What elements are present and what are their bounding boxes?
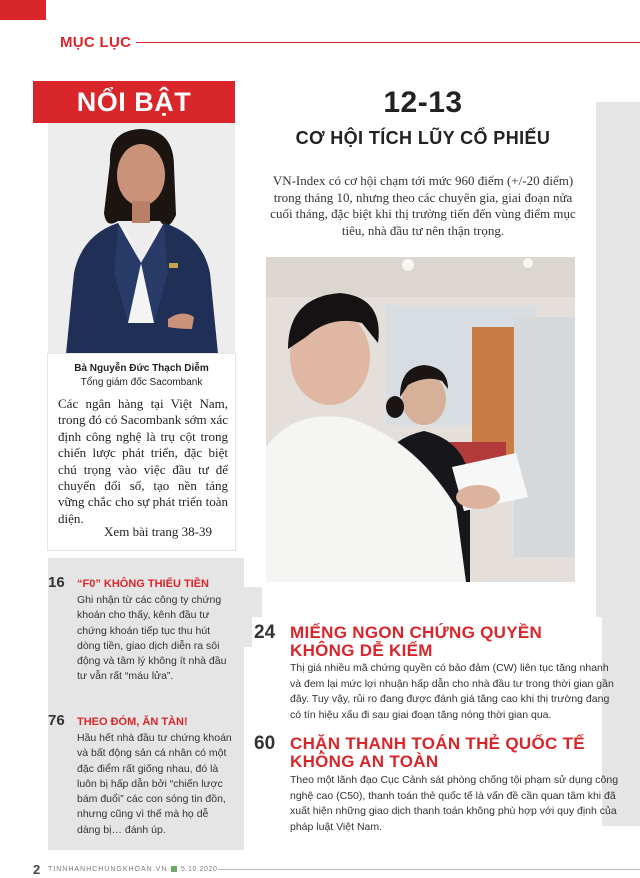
left-item-summary: Hầu hết nhà đầu tư chứng khoán và bất động sản cá nhân có một đặc điểm rất giống nhau, đó là luôn bị hấp dẫn bởi “chiến lược bám đuổi” các con sóng tin đồn, nhưng cũng vì thế mà họ dễ dàng bị… đánh úp. bbox=[77, 732, 232, 836]
bottom-item-title[interactable]: CHẶN THANH TOÁN THẺ QUỐC TẾ KHÔNG AN TOÀN bbox=[290, 734, 585, 771]
bottom-item-summary: Thị giá nhiều mã chứng quyền có bảo đảm (CW) liên tục tăng nhanh và đem lại mức lợi nhuận hấp dẫn cho nhà đầu tư trong thời gian gần đây. Tuy vậy, rủi ro đang được đánh giá tăng cao khi thị trường đang có tín hiệu xấu đi sau giai đoạn tăng nóng thời gian qua. bbox=[290, 662, 614, 721]
bottom-item-summary: Theo một lãnh đạo Cục Cảnh sát phòng chống tội phạm sử dụng công nghệ cao (C50), thanh toán thẻ quốc tế là vấn đề cần quan tâm khi đã xuất hiện những giao dịch thanh toán không phù hợp với quy định của pháp luật Việt Nam. bbox=[290, 774, 619, 833]
left-item-page-number: 16 bbox=[48, 574, 65, 591]
header-divider bbox=[136, 42, 640, 43]
corner-accent-block bbox=[0, 0, 46, 20]
person-title: Tổng giám đốc Sacombank bbox=[80, 377, 203, 388]
bottom-item-title[interactable]: MIẾNG NGON CHỨNG QUYỀN KHÔNG DỄ KIẾM bbox=[290, 623, 543, 660]
left-item-summary: Ghi nhận từ các công ty chứng khoán cho thấy, kênh đầu tư chứng khoán tiếp tục thu hút dòng tiền, giao dịch diễn ra sôi động và tâm lý không ít nhà đầu tư vẫn rất “máu lửa”. bbox=[77, 594, 227, 683]
left-item-title[interactable]: THEO ĐÓM, ĂN TÀN! bbox=[77, 716, 188, 728]
feature-photo bbox=[266, 257, 575, 582]
person-name: Bà Nguyễn Đức Thạch Diễm bbox=[74, 363, 209, 374]
feature-title[interactable]: CƠ HỘI TÍCH LŨY CỔ PHIẾU bbox=[295, 128, 551, 148]
footer-site: TINNHANHCHUNGKHOAN.VN bbox=[48, 866, 168, 873]
feature-page-range: 12-13 bbox=[383, 86, 463, 119]
see-more-link[interactable]: Xem bài trang 38-39 bbox=[104, 524, 212, 539]
left-item-page-number: 76 bbox=[48, 712, 65, 729]
section-title: MỤC LỤC bbox=[60, 34, 132, 51]
footer-divider bbox=[218, 869, 640, 870]
footer-page-number: 2 bbox=[33, 862, 41, 877]
highlight-quote: Các ngân hàng tại Việt Nam, trong đó có Sacombank sớm xác định công nghệ là trụ cột trong chiến lược phát triển, đặc biệt chú trọng vào việc đầu tư để chuyển đổi số, tạo nền tảng vững chắc cho sự phát triển toàn diện. bbox=[58, 396, 228, 526]
portrait-illustration bbox=[48, 123, 235, 354]
ceo-portrait bbox=[48, 123, 235, 354]
left-item-title[interactable]: “F0” KHÔNG THIẾU TIỀN bbox=[77, 578, 210, 590]
footer-date: 5.10.2020 bbox=[181, 866, 218, 873]
bottom-item-page-number: 60 bbox=[254, 733, 276, 754]
highlight-badge: NỔI BẬT bbox=[33, 81, 235, 123]
trading-room-illustration bbox=[266, 257, 575, 582]
footer-separator-dot bbox=[171, 866, 177, 872]
bottom-item-page-number: 24 bbox=[254, 622, 276, 643]
feature-description: VN-Index có cơ hội chạm tới mức 960 điểm (+/-20 điểm) trong tháng 10, nhưng theo các chuyên gia, giai đoạn nửa cuối tháng, đặc biệt khi thị trường tiến đến vùng điểm mục tiêu, nhà đầu tư nên thận trọng. bbox=[270, 173, 576, 238]
